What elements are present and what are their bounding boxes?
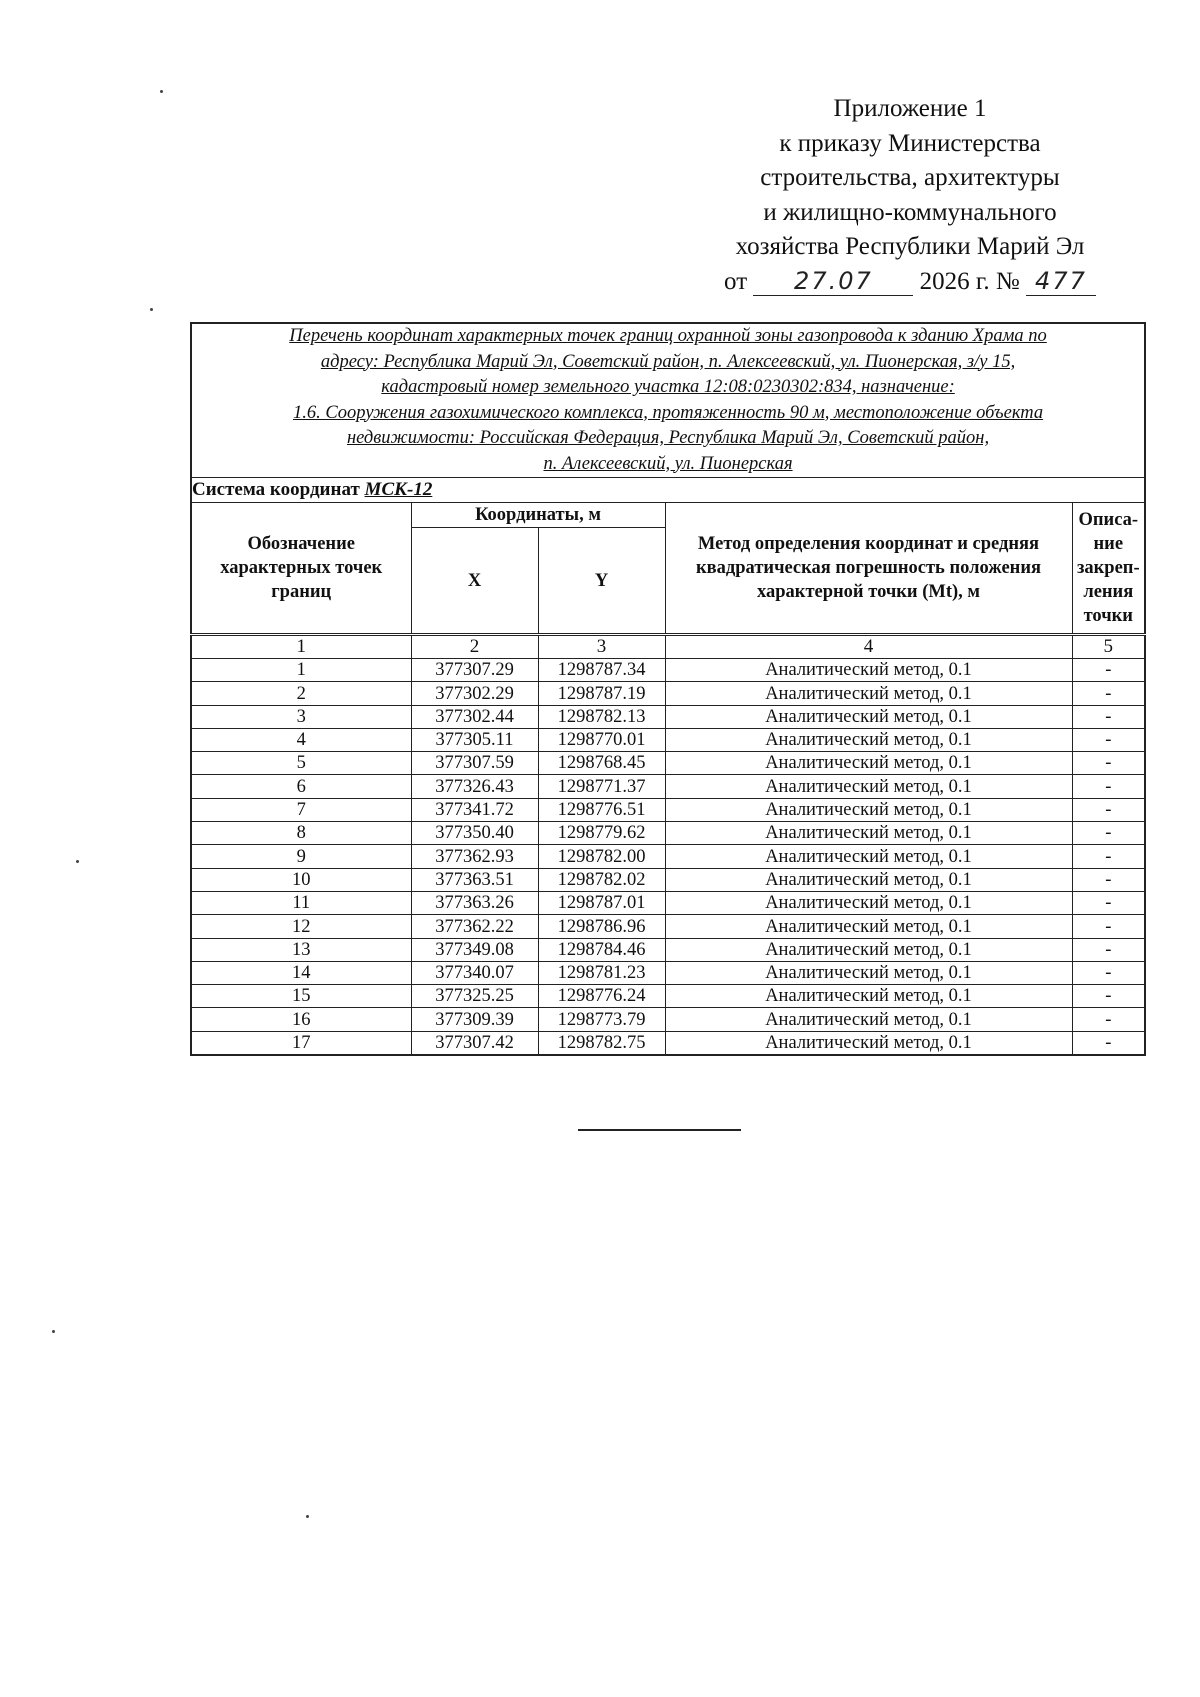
header-description: Описа-ние закреп-ления точки [1072, 503, 1145, 635]
method-cell: Аналитический метод, 0.1 [665, 961, 1072, 984]
column-number: 4 [665, 635, 1072, 659]
table-row [191, 845, 1145, 868]
description-cell: - [1072, 659, 1145, 682]
method-cell: Аналитический метод, 0.1 [665, 682, 1072, 705]
y-coordinate: 1298770.01 [538, 728, 665, 751]
point-number: 6 [191, 775, 411, 798]
x-coordinate: 377305.11 [411, 728, 538, 751]
x-coordinate: 377302.29 [411, 682, 538, 705]
table-row [191, 915, 1145, 938]
x-coordinate: 377302.44 [411, 705, 538, 728]
column-number: 2 [411, 635, 538, 659]
description-cell: - [1072, 938, 1145, 961]
x-coordinate: 377340.07 [411, 961, 538, 984]
table-row [191, 868, 1145, 891]
method-cell: Аналитический метод, 0.1 [665, 752, 1072, 775]
x-coordinate: 377363.51 [411, 868, 538, 891]
y-coordinate: 1298784.46 [538, 938, 665, 961]
header-method: Метод определения координат и средняя квадратическая погрешность положения характерной точки (Mt), м [665, 503, 1072, 635]
table-row [191, 705, 1145, 728]
y-coordinate: 1298768.45 [538, 752, 665, 775]
x-coordinate: 377326.43 [411, 775, 538, 798]
point-number: 3 [191, 705, 411, 728]
description-cell: - [1072, 728, 1145, 751]
y-coordinate: 1298781.23 [538, 961, 665, 984]
x-coordinate: 377349.08 [411, 938, 538, 961]
header-line-5: хозяйства Республики Марий Эл [735, 233, 1085, 260]
title-line: кадастровый номер земельного участка 12:08:0230302:834, назначение: [381, 377, 955, 397]
point-number: 16 [191, 1008, 411, 1031]
y-coordinate: 1298787.34 [538, 659, 665, 682]
coordinate-system-row [191, 478, 1145, 503]
column-number: 1 [191, 635, 411, 659]
table-row [191, 1008, 1145, 1031]
point-number: 1 [191, 659, 411, 682]
method-cell: Аналитический метод, 0.1 [665, 705, 1072, 728]
method-cell: Аналитический метод, 0.1 [665, 1031, 1072, 1055]
closing-divider-line [578, 1129, 741, 1131]
table-row [191, 985, 1145, 1008]
description-cell: - [1072, 845, 1145, 868]
coordinate-system-name: МСК-12 [364, 479, 433, 500]
date-prefix: от [724, 267, 748, 295]
table-row [191, 798, 1145, 821]
method-cell: Аналитический метод, 0.1 [665, 1008, 1072, 1031]
table-title [191, 323, 1145, 478]
y-coordinate: 1298786.96 [538, 915, 665, 938]
table-row [191, 822, 1145, 845]
x-coordinate: 377362.93 [411, 845, 538, 868]
header-line-2: к приказу Министерства [779, 129, 1041, 157]
point-number: 5 [191, 752, 411, 775]
year-number-label: 2026 г. № [919, 267, 1020, 295]
scan-speck [160, 90, 163, 93]
title-line: 1.6. Сооружения газохимического комплекса, протяженность 90 м, местоположение объекта [292, 402, 1044, 423]
table-row [191, 752, 1145, 775]
handwritten-date: 27.07 [753, 267, 913, 296]
column-number-row [191, 635, 1145, 659]
scan-speck [150, 308, 153, 311]
x-coordinate: 377362.22 [411, 915, 538, 938]
table-row [191, 659, 1145, 682]
coordinate-rows [191, 659, 1145, 1056]
y-coordinate: 1298787.19 [538, 682, 665, 705]
title-line: недвижимости: Российская Федерация, Республика Марий Эл, Советский район, [346, 428, 990, 448]
handwritten-order-number: 477 [1026, 267, 1096, 296]
description-cell: - [1072, 891, 1145, 914]
point-number: 8 [191, 822, 411, 845]
table-row [191, 682, 1145, 705]
point-number: 14 [191, 961, 411, 984]
title-line: Перечень координат характерных точек границ охранной зоны газопровода к зданию Храма по [289, 326, 1047, 346]
y-coordinate: 1298782.13 [538, 705, 665, 728]
point-number: 15 [191, 985, 411, 1008]
order-date-line [700, 265, 1120, 300]
description-cell: - [1072, 682, 1145, 705]
method-cell: Аналитический метод, 0.1 [665, 868, 1072, 891]
point-number: 7 [191, 798, 411, 821]
scan-speck [306, 1515, 309, 1518]
description-cell: - [1072, 1031, 1145, 1055]
method-cell: Аналитический метод, 0.1 [665, 728, 1072, 751]
coordinate-system-label: Система координат [192, 479, 360, 500]
point-number: 17 [191, 1031, 411, 1055]
x-coordinate: 377341.72 [411, 798, 538, 821]
point-number: 2 [191, 682, 411, 705]
point-number: 10 [191, 868, 411, 891]
y-coordinate: 1298776.51 [538, 798, 665, 821]
table-row [191, 1031, 1145, 1055]
x-coordinate: 377363.26 [411, 891, 538, 914]
point-number: 13 [191, 938, 411, 961]
point-number: 9 [191, 845, 411, 868]
column-number: 5 [1072, 635, 1145, 659]
description-cell: - [1072, 985, 1145, 1008]
description-cell: - [1072, 705, 1145, 728]
method-cell: Аналитический метод, 0.1 [665, 775, 1072, 798]
method-cell: Аналитический метод, 0.1 [665, 891, 1072, 914]
y-coordinate: 1298782.02 [538, 868, 665, 891]
coordinates-table [190, 322, 1146, 1056]
x-coordinate: 377325.25 [411, 985, 538, 1008]
title-line: адресу: Республика Марий Эл, Советский район, п. Алексеевский, ул. Пионерская, з/у 15, [320, 351, 1016, 372]
column-number: 3 [538, 635, 665, 659]
header-designation: Обозначение характерных точек границ [191, 503, 411, 635]
method-cell: Аналитический метод, 0.1 [665, 659, 1072, 682]
y-coordinate: 1298779.62 [538, 822, 665, 845]
header-line-3: строительства, архитектуры [760, 164, 1060, 191]
method-cell: Аналитический метод, 0.1 [665, 798, 1072, 821]
table-row [191, 728, 1145, 751]
header-coordinates: Координаты, м [411, 503, 665, 528]
description-cell: - [1072, 915, 1145, 938]
method-cell: Аналитический метод, 0.1 [665, 985, 1072, 1008]
y-coordinate: 1298773.79 [538, 1008, 665, 1031]
y-coordinate: 1298787.01 [538, 891, 665, 914]
point-number: 4 [191, 728, 411, 751]
method-cell: Аналитический метод, 0.1 [665, 915, 1072, 938]
table-row [191, 775, 1145, 798]
title-line: п. Алексеевский, ул. Пионерская [543, 453, 793, 474]
method-cell: Аналитический метод, 0.1 [665, 822, 1072, 845]
y-coordinate: 1298782.00 [538, 845, 665, 868]
header-line-4: и жилищно-коммунального [763, 198, 1057, 226]
x-coordinate: 377307.29 [411, 659, 538, 682]
x-coordinate: 377307.59 [411, 752, 538, 775]
scan-speck [76, 860, 79, 863]
description-cell: - [1072, 961, 1145, 984]
y-coordinate: 1298776.24 [538, 985, 665, 1008]
scan-speck [52, 1330, 55, 1333]
x-coordinate: 377350.40 [411, 822, 538, 845]
method-cell: Аналитический метод, 0.1 [665, 845, 1072, 868]
point-number: 11 [191, 891, 411, 914]
description-cell: - [1072, 775, 1145, 798]
x-coordinate: 377309.39 [411, 1008, 538, 1031]
description-cell: - [1072, 822, 1145, 845]
description-cell: - [1072, 868, 1145, 891]
description-cell: - [1072, 1008, 1145, 1031]
table-row [191, 938, 1145, 961]
appendix-header [700, 92, 1120, 299]
header-line-1: Приложение 1 [833, 95, 987, 122]
y-coordinate: 1298782.75 [538, 1031, 665, 1055]
table-row [191, 891, 1145, 914]
header-x: X [411, 528, 538, 635]
table-row [191, 961, 1145, 984]
point-number: 12 [191, 915, 411, 938]
method-cell: Аналитический метод, 0.1 [665, 938, 1072, 961]
description-cell: - [1072, 752, 1145, 775]
x-coordinate: 377307.42 [411, 1031, 538, 1055]
description-cell: - [1072, 798, 1145, 821]
y-coordinate: 1298771.37 [538, 775, 665, 798]
header-y: Y [538, 528, 665, 635]
